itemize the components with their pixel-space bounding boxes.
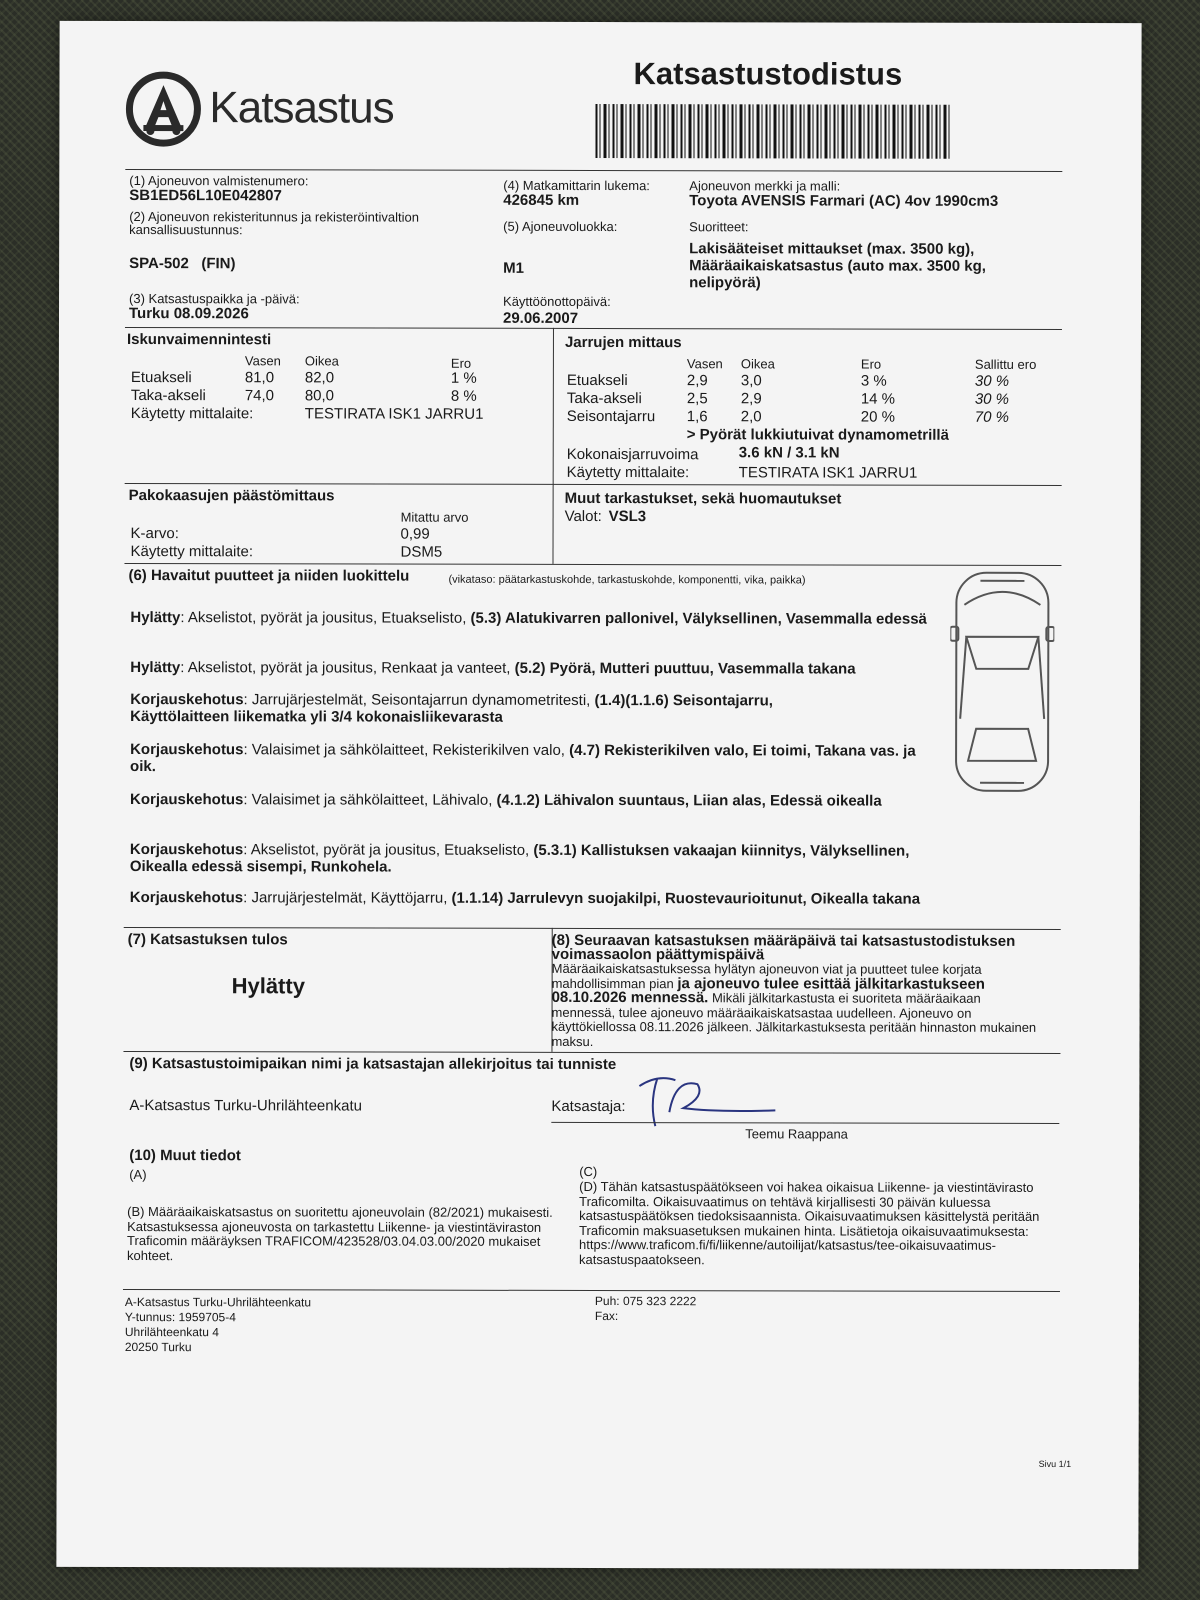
shock-row-left: 81,0 [244, 369, 275, 387]
defect-text: : Akselistot, pyörät ja jousitus, Etuakselisto, [180, 609, 471, 627]
result-title: (7) Katsastuksen tulos [127, 931, 288, 949]
brake-row-label: Etuakseli [566, 371, 628, 390]
shock-row-right: 80,0 [304, 387, 335, 405]
defects-title: (6) Havaitut puutteet ja niiden luokittelu [128, 567, 410, 585]
defect-item [130, 609, 930, 628]
defect-text: : Akselistot, pyörät ja jousitus, Etuakselisto, [243, 841, 534, 859]
performed-label: Suoritteet: [689, 219, 749, 235]
defect-label: Korjauskehotus [129, 841, 244, 859]
next-text-2: ja ajoneuvo tulee esittää jälkitarkastukseen 08.10.2026 mennessä. [551, 974, 985, 1007]
brake-device-value: TESTIRATA ISK1 JARRU1 [738, 464, 918, 482]
odometer-value: 426845 km [503, 191, 580, 209]
car-diagram-icon [950, 569, 1054, 795]
footer-company: A-Katsastus Turku-Uhrilähteenkatu [124, 1295, 312, 1310]
inspector-label: Katsastaja: [551, 1097, 626, 1116]
logo-text: Katsastus [209, 83, 394, 133]
defect-text: : Jarrujärjestelmät, Seisontajarrun dynamometritesti, [243, 691, 595, 709]
defect-code: (1.1.14) Jarrulevyn suojakilpi, Ruostevaurioitunut, Oikealla takana [451, 889, 921, 908]
defect-label: Korjauskehotus [130, 741, 244, 759]
shock-device-value: TESTIRATA ISK1 JARRU1 [304, 405, 484, 423]
defect-code: (1.4)(1.1.6) Seisontajarru, Käyttölaitteen liikematka yli 3/4 kokonaisliikevarasta [130, 691, 773, 726]
first-use-value: 29.06.2007 [502, 309, 579, 327]
defect-code: (5.3) Alatukivarren pallonivel, Välyksellinen, Vasemmalla edessä [470, 609, 927, 628]
brake-col-diff: Ero [860, 356, 882, 372]
footer-ytunnus: Y-tunnus: 1959705-4 [124, 1310, 236, 1325]
brake-row-allowed: 30 % [974, 372, 1010, 390]
brake-row-left: 2,9 [686, 372, 708, 390]
defect-item [130, 889, 930, 908]
shock-row-label: Etuakseli [130, 369, 192, 387]
brake-col-right: Oikea [740, 356, 775, 372]
odometer-label: (4) Matkamittarin lukema: [503, 177, 650, 194]
defect-label: Korjauskehotus [129, 791, 244, 809]
brake-row-diff: 3 % [860, 372, 887, 390]
brake-row-allowed: 30 % [974, 390, 1010, 408]
defect-code: (4.1.2) Lähivalon suuntaus, Liian alas, Edessä oikealla [496, 791, 882, 810]
misc-a: (A) [129, 1167, 147, 1183]
defect-item [130, 791, 930, 810]
misc-d: (D) Tähän katsastuspäätökseen voi hakea oikaisua Liikenne- ja viestintävirasto Traficomilta. Oikaisuvaatimus on tehtävä kirjallisesti 30 päivän kuluessa katsastuspäätöksen tiedoksisaannista. Oikaisuvaatimuksen käsittelystä peritään Traficomin maksuasetuksen mukainen hinta. Lisätietoja oikaisuvaatimuksesta: https://www.traficom.fi/fi/liikenne/autoilijat/katsastus/tee-oikaisuvaatimus-katsastuspaatokseen. [579, 1178, 1040, 1267]
other-checks-title: Muut tarkastukset, sekä huomautukset [564, 489, 842, 508]
defect-item [130, 691, 850, 727]
barcode [595, 104, 951, 159]
reg-value: SPA-502 (FIN) [129, 255, 236, 273]
misc-b: (B) Määräaikaiskatsastus on suoritettu ajoneuvolain (82/2021) mukaisesti. Katsastuksessa ajoneuvosta on tarkastettu Liikenne- ja viestintäviraston Traficomin määräyksen TRAFICOM/423528/03.04.03.00/2020 mukaiset kohteet. [127, 1204, 553, 1263]
defect-item [130, 841, 930, 877]
emission-measured-label: Mitattu arvo [400, 509, 469, 525]
shock-row-diff: 1 % [450, 369, 477, 387]
footer-street: Uhrilähteenkatu 4 [124, 1325, 219, 1340]
class-label: (5) Ajoneuvoluokka: [503, 218, 618, 235]
shock-row-right: 82,0 [304, 369, 335, 387]
defect-text: : Akselistot, pyörät ja jousitus, Renkaat ja vanteet, [180, 659, 515, 677]
katsastus-logo-icon [125, 71, 201, 147]
footer-fax: Fax: [594, 1308, 619, 1324]
page-number: Sivu 1/1 [1038, 1458, 1072, 1469]
brake-col-allowed: Sallittu ero [974, 356, 1037, 372]
next-text [551, 962, 1041, 1050]
emission-device-value: DSM5 [400, 543, 443, 561]
lights-label: Valot: [564, 507, 602, 526]
emission-title: Pakokaasujen päästömittaus [128, 487, 335, 505]
brake-total-value: 3.6 kN / 3.1 kN [738, 444, 840, 462]
signature-title: (9) Katsastustoimipaikan nimi ja katsastajan allekirjoitus tai tunniste [129, 1055, 617, 1074]
result-value: Hylätty [231, 973, 305, 999]
brake-row-label: Seisontajarru [566, 407, 656, 426]
shock-row-diff: 8 % [450, 387, 477, 405]
emission-k-label: K-arvo: [130, 525, 179, 543]
brake-row-label: Taka-akseli [566, 389, 642, 408]
shock-device-label: Käytetty mittalaite: [130, 405, 254, 423]
vin-value: SB1ED56L10E042807 [129, 187, 282, 205]
brake-col-left: Vasen [686, 356, 723, 372]
shock-col-left: Vasen [244, 353, 281, 369]
shock-col-diff: Ero [450, 355, 472, 371]
defect-text: : Valaisimet ja sähkölaitteet, Lähivalo, [243, 791, 497, 809]
defect-item [130, 741, 930, 777]
next-title-1: (8) Seuraavan katsastuksen määräpäivä tai katsastustodistuksen [551, 931, 1016, 950]
misc-c: (C) [579, 1163, 598, 1179]
next-text-3: Mikäli jälkitarkastusta ei suoriteta määräaikaan mennessä, tulee ajoneuvo määräaikaiskatsastaa uudelleen. Ajoneuvo on käyttökiellossa 08.11.2026 jälkeen. Jälkitarkastuksesta peritään hinnaston mukainen maksu. [551, 990, 1037, 1049]
defect-code: (5.2) Pyörä, Mutteri puuttuu, Vasemmalla takana [514, 659, 856, 678]
brake-note: > Pyörät lukkiutuivat dynamometrillä [686, 426, 949, 444]
defect-label: Korjauskehotus [130, 691, 244, 709]
footer-city: 20250 Turku [124, 1340, 192, 1355]
performed-line-1: Lakisääteiset mittaukset (max. 3500 kg), [689, 240, 975, 258]
emission-device-label: Käytetty mittalaite: [130, 543, 254, 561]
document-title: Katsastustodistus [633, 56, 903, 92]
defect-code: (4.7) Rekisterikilven valo, Ei toimi, Takana vas. ja oik. [130, 741, 916, 776]
defects-subtitle: (vikataso: päätarkastuskohde, tarkastuskohde, komponentti, vika, paikka) [448, 573, 806, 587]
brake-row-left: 1,6 [686, 408, 708, 426]
brake-row-right: 2,0 [740, 408, 762, 426]
misc-title: (10) Muut tiedot [129, 1147, 241, 1165]
reg-label-2: kansallisuustunnus: [129, 222, 243, 238]
performed-line-2: Määräaikaiskatsastus (auto max. 3500 kg, [689, 257, 986, 275]
next-title-2: voimassaolon päättymispäivä [551, 945, 765, 964]
shock-row-left: 74,0 [244, 387, 275, 405]
defect-text: : Jarrujärjestelmät, Käyttöjarru, [243, 889, 452, 907]
reg-label: (2) Ajoneuvon rekisteritunnus ja rekisteröintivaltion [129, 209, 419, 225]
logo [125, 71, 405, 152]
performed-line-3: nelipyörä) [689, 274, 761, 292]
defect-item [130, 659, 960, 678]
first-use-label: Käyttöönottopäivä: [503, 293, 611, 310]
class-value: M1 [503, 259, 524, 277]
footer-phone: Puh: 075 323 2222 [594, 1293, 697, 1309]
brake-row-left: 2,5 [686, 390, 708, 408]
make-label: Ajoneuvon merkki ja malli: [689, 178, 841, 194]
shock-col-right: Oikea [304, 353, 339, 369]
brake-row-diff: 14 % [860, 390, 896, 408]
place-value: Turku 08.09.2026 [128, 305, 249, 323]
shock-row-label: Taka-akseli [130, 387, 206, 405]
defect-label: Hylätty [130, 609, 181, 627]
emission-k-value: 0,99 [400, 525, 430, 543]
defect-label: Hylätty [130, 659, 181, 677]
certificate-page [56, 21, 1141, 1569]
defect-code: (5.3.1) Kallistuksen vakaajan kiinnitys, Välyksellinen, Oikealla edessä sisempi, Runkohela. [129, 841, 910, 876]
make-value: Toyota AVENSIS Farmari (AC) 4ov 1990cm3 [689, 192, 999, 210]
place-label: (3) Katsastuspaikka ja -päivä: [129, 291, 300, 307]
defect-text: : Valaisimet ja sähkölaitteet, Rekisterikilven valo, [243, 741, 570, 759]
next-text-1: Määräaikaiskatsastuksessa hylätyn ajoneuvon viat ja puutteet tulee korjata mahdollisimman pian [551, 960, 982, 991]
brake-device-label: Käytetty mittalaite: [566, 463, 690, 482]
vin-label: (1) Ajoneuvon valmistenumero: [129, 173, 309, 189]
brake-row-right: 3,0 [740, 372, 762, 390]
brake-total-label: Kokonaisjarruvoima [566, 445, 699, 464]
brake-test-title: Jarrujen mittaus [564, 333, 682, 352]
station-name: A-Katsastus Turku-Uhrilähteenkatu [129, 1097, 362, 1115]
inspector-name: Teemu Raappana [745, 1126, 848, 1142]
lights-value: VSL3 [608, 508, 647, 526]
shock-test-title: Iskunvaimennintesti [126, 331, 272, 349]
defect-label: Korjauskehotus [129, 889, 244, 907]
brake-row-diff: 20 % [860, 408, 896, 426]
brake-row-right: 2,9 [740, 390, 762, 408]
brake-row-allowed: 70 % [974, 408, 1010, 426]
